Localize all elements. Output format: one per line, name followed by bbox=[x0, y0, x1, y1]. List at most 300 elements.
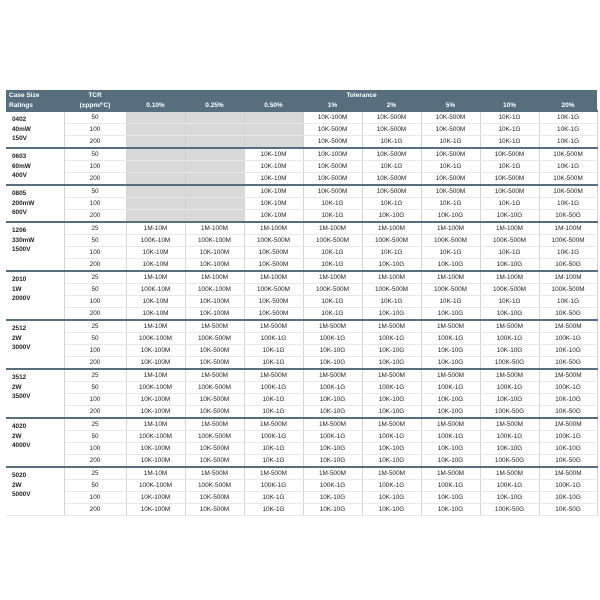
resistance-range-cell: 10K-500M bbox=[362, 148, 421, 161]
resistance-range-cell: 10K-10G bbox=[421, 259, 480, 272]
resistance-range-cell: 1M-10M bbox=[126, 467, 185, 480]
resistance-range-cell: 10K-10G bbox=[303, 492, 362, 504]
tcr-cell: 50 bbox=[64, 235, 126, 247]
case-rating-line: 1500V bbox=[12, 246, 31, 253]
resistance-range-cell: 10K-500M bbox=[539, 185, 597, 198]
resistance-range-cell: 10K-10M bbox=[126, 308, 185, 321]
resistance-range-cell: 10K-50G bbox=[539, 259, 597, 272]
resistance-range-cell: 10K-10G bbox=[303, 345, 362, 357]
tcr-cell: 100 bbox=[64, 124, 126, 136]
resistance-range-cell: 1M-500M bbox=[303, 320, 362, 333]
resistance-range-cell: 1M-100M bbox=[362, 222, 421, 235]
table-row bbox=[6, 136, 597, 149]
table-row bbox=[6, 455, 597, 468]
resistance-range-cell: 1M-500M bbox=[421, 320, 480, 333]
resistance-range-cell: 100K-1G bbox=[244, 382, 303, 394]
resistance-range-cell: 100K-1G bbox=[480, 333, 539, 345]
tolerance-column-header: 0.10% bbox=[126, 100, 185, 111]
unavailable-cell bbox=[126, 210, 185, 223]
resistance-range-cell: 100K-1G bbox=[480, 431, 539, 443]
case-rating-line: 2000V bbox=[12, 295, 31, 302]
table-row bbox=[6, 492, 597, 504]
resistance-range-cell: 100K-1G bbox=[421, 431, 480, 443]
resistance-range-cell: 10K-50G bbox=[539, 210, 597, 223]
table-row bbox=[6, 369, 597, 382]
case-rating-line: 200mW bbox=[12, 199, 35, 207]
resistance-range-cell: 10K-10G bbox=[480, 259, 539, 272]
resistance-range-cell: 10K-500M bbox=[303, 185, 362, 198]
resistance-range-cell: 100K-1G bbox=[303, 382, 362, 394]
resistance-range-cell: 1M-500M bbox=[539, 418, 597, 431]
resistance-range-cell: 10K-1G bbox=[480, 136, 539, 149]
resistance-range-cell: 1M-500M bbox=[480, 320, 539, 333]
case-rating-line: 400V bbox=[12, 172, 27, 179]
table-row bbox=[6, 271, 597, 284]
resistance-range-cell: 10K-500M bbox=[303, 136, 362, 149]
resistance-range-cell: 10K-10G bbox=[303, 357, 362, 370]
resistance-range-cell: 10K-100M bbox=[185, 308, 244, 321]
resistance-range-cell: 1M-10M bbox=[126, 320, 185, 333]
unavailable-cell bbox=[185, 161, 244, 173]
resistance-range-cell: 10K-500M bbox=[362, 173, 421, 186]
resistance-range-cell: 10K-1G bbox=[539, 136, 597, 149]
resistance-range-cell: 10K-1G bbox=[480, 247, 539, 259]
table-row bbox=[6, 222, 597, 235]
resistance-range-cell: 10K-500M bbox=[185, 455, 244, 468]
resistance-range-cell: 100K-1G bbox=[362, 382, 421, 394]
resistance-range-cell: 1M-500M bbox=[480, 369, 539, 382]
resistance-range-cell: 1M-100M bbox=[480, 271, 539, 284]
tcr-cell: 200 bbox=[64, 504, 126, 516]
tcr-cell: 25 bbox=[64, 467, 126, 480]
resistance-range-cell: 1M-500M bbox=[421, 418, 480, 431]
table-row bbox=[6, 161, 597, 173]
tcr-cell: 25 bbox=[64, 222, 126, 235]
resistance-range-cell: 100K-1G bbox=[539, 480, 597, 492]
resistance-range-cell: 100K-10M bbox=[126, 235, 185, 247]
resistance-range-cell: 10K-1G bbox=[539, 296, 597, 308]
resistance-range-cell: 10K-50G bbox=[539, 504, 597, 516]
resistance-range-cell: 10K-10G bbox=[480, 394, 539, 406]
resistance-range-cell: 10K-10M bbox=[244, 161, 303, 173]
tcr-cell: 100 bbox=[64, 345, 126, 357]
resistance-range-cell: 10K-1G bbox=[362, 247, 421, 259]
case-rating-line: 1W bbox=[12, 285, 22, 293]
resistance-range-cell: 100K-1G bbox=[421, 480, 480, 492]
resistance-range-cell: 10K-1G bbox=[421, 198, 480, 210]
resistance-range-cell: 10K-10M bbox=[244, 148, 303, 161]
resistance-range-cell: 10K-500M bbox=[480, 173, 539, 186]
case-size-code: 2512 bbox=[12, 325, 27, 332]
resistance-range-cell: 10K-100M bbox=[126, 455, 185, 468]
resistance-range-cell: 100K-50G bbox=[480, 455, 539, 468]
resistor-spec-table-container bbox=[6, 90, 597, 516]
table-row bbox=[6, 185, 597, 198]
resistance-range-cell: 10K-50G bbox=[539, 308, 597, 321]
resistance-range-cell: 100K-100M bbox=[185, 284, 244, 296]
resistance-range-cell: 10K-100M bbox=[185, 296, 244, 308]
table-row bbox=[6, 480, 597, 492]
table-row bbox=[6, 345, 597, 357]
tcr-cell: 50 bbox=[64, 382, 126, 394]
tcr-header: TCR bbox=[64, 90, 126, 100]
resistance-range-cell: 1M-100M bbox=[185, 222, 244, 235]
resistance-range-cell: 100K-1G bbox=[303, 480, 362, 492]
table-row bbox=[6, 173, 597, 186]
resistance-range-cell: 10K-500M bbox=[244, 308, 303, 321]
resistance-range-cell: 100K-1G bbox=[362, 480, 421, 492]
resistance-range-cell: 10K-10G bbox=[480, 492, 539, 504]
resistance-range-cell: 1M-100M bbox=[185, 271, 244, 284]
unavailable-cell bbox=[185, 210, 244, 223]
resistance-range-cell: 10K-1G bbox=[244, 357, 303, 370]
resistance-range-cell: 100K-1G bbox=[244, 333, 303, 345]
resistance-range-cell: 100K-500M bbox=[480, 284, 539, 296]
table-row bbox=[6, 124, 597, 136]
resistance-range-cell: 10K-100M bbox=[126, 504, 185, 516]
resistance-range-cell: 10K-10G bbox=[303, 406, 362, 419]
case-rating-line: 2W bbox=[12, 481, 22, 489]
resistance-range-cell: 10K-100M bbox=[126, 345, 185, 357]
tcr-cell: 100 bbox=[64, 198, 126, 210]
resistance-range-cell: 10K-1G bbox=[362, 136, 421, 149]
resistance-range-cell: 10K-1G bbox=[303, 259, 362, 272]
resistance-range-cell: 1M-100M bbox=[244, 222, 303, 235]
resistance-range-cell: 10K-500M bbox=[362, 185, 421, 198]
resistance-range-cell: 10K-500M bbox=[185, 357, 244, 370]
tcr-cell: 200 bbox=[64, 210, 126, 223]
table-row bbox=[6, 431, 597, 443]
resistance-range-cell: 10K-100M bbox=[126, 406, 185, 419]
resistance-range-cell: 10K-10M bbox=[244, 185, 303, 198]
case-rating-line: 3000V bbox=[12, 344, 31, 351]
resistance-range-cell: 10K-10G bbox=[421, 504, 480, 516]
resistance-range-cell: 100K-1G bbox=[421, 382, 480, 394]
resistance-range-cell: 100K-500M bbox=[185, 431, 244, 443]
resistance-range-cell: 100K-100M bbox=[126, 480, 185, 492]
tcr-cell: 50 bbox=[64, 431, 126, 443]
resistance-range-cell: 10K-500M bbox=[303, 124, 362, 136]
case-size-code: 3512 bbox=[12, 374, 27, 381]
table-row bbox=[6, 235, 597, 247]
case-rating-line: 330mW bbox=[12, 236, 35, 244]
case-size-code: 0805 bbox=[12, 190, 27, 197]
tolerance-column-header: 10% bbox=[480, 100, 539, 111]
unavailable-cell bbox=[244, 136, 303, 149]
resistance-range-cell: 100K-1G bbox=[244, 431, 303, 443]
resistance-range-cell: 10K-500M bbox=[421, 173, 480, 186]
table-row bbox=[6, 406, 597, 419]
resistance-range-cell: 10K-500M bbox=[421, 148, 480, 161]
resistance-range-cell: 1M-500M bbox=[421, 369, 480, 382]
resistance-range-cell: 1M-100M bbox=[421, 271, 480, 284]
resistance-range-cell: 100K-500M bbox=[185, 480, 244, 492]
resistance-range-cell: 10K-10M bbox=[126, 247, 185, 259]
resistance-range-cell: 1M-100M bbox=[421, 222, 480, 235]
resistance-range-cell: 10K-10G bbox=[421, 357, 480, 370]
tcr-cell: 25 bbox=[64, 320, 126, 333]
table-row bbox=[6, 284, 597, 296]
case-rating-line: 4000V bbox=[12, 442, 31, 449]
unavailable-cell bbox=[126, 111, 185, 124]
resistance-range-cell: 100K-500M bbox=[421, 235, 480, 247]
resistance-range-cell: 10K-10G bbox=[421, 394, 480, 406]
tcr-cell: 50 bbox=[64, 111, 126, 124]
case-size-cell bbox=[6, 222, 64, 271]
tolerance-header: Tolerance bbox=[126, 90, 597, 100]
tcr-cell: 50 bbox=[64, 284, 126, 296]
unavailable-cell bbox=[126, 124, 185, 136]
tolerance-column-header: 1% bbox=[303, 100, 362, 111]
resistance-range-cell: 10K-100M bbox=[303, 111, 362, 124]
resistance-range-cell: 10K-10G bbox=[421, 443, 480, 455]
case-size-code: 5020 bbox=[12, 472, 27, 479]
tolerance-column-header: 2% bbox=[362, 100, 421, 111]
resistance-range-cell: 10K-1G bbox=[480, 111, 539, 124]
resistance-range-cell: 10K-10G bbox=[539, 345, 597, 357]
resistance-range-cell: 10K-10G bbox=[539, 443, 597, 455]
resistance-range-cell: 1M-500M bbox=[185, 369, 244, 382]
resistance-range-cell: 10K-10G bbox=[421, 308, 480, 321]
resistance-range-cell: 10K-100M bbox=[185, 259, 244, 272]
tcr-cell: 200 bbox=[64, 308, 126, 321]
resistance-range-cell: 1M-500M bbox=[244, 467, 303, 480]
resistance-range-cell: 100K-1G bbox=[362, 431, 421, 443]
resistance-range-cell: 1M-500M bbox=[244, 418, 303, 431]
case-rating-line: 2W bbox=[12, 334, 22, 342]
resistance-range-cell: 10K-500M bbox=[185, 443, 244, 455]
resistance-range-cell: 100K-1G bbox=[539, 431, 597, 443]
resistance-range-cell: 10K-1G bbox=[539, 111, 597, 124]
resistance-range-cell: 100K-100M bbox=[126, 333, 185, 345]
resistance-range-cell: 10K-10G bbox=[303, 443, 362, 455]
resistance-range-cell: 10K-50G bbox=[539, 357, 597, 370]
resistance-range-cell: 10K-10G bbox=[303, 455, 362, 468]
resistance-range-cell: 10K-10G bbox=[362, 492, 421, 504]
resistance-range-cell: 10K-1G bbox=[303, 247, 362, 259]
resistance-range-cell: 1M-500M bbox=[362, 320, 421, 333]
tcr-cell: 100 bbox=[64, 443, 126, 455]
resistance-range-cell: 1M-500M bbox=[362, 467, 421, 480]
resistance-range-cell: 100K-500M bbox=[362, 235, 421, 247]
resistance-range-cell: 10K-1G bbox=[303, 308, 362, 321]
unavailable-cell bbox=[126, 173, 185, 186]
table-row bbox=[6, 418, 597, 431]
resistance-range-cell: 1M-10M bbox=[126, 222, 185, 235]
resistance-range-cell: 100K-1G bbox=[539, 382, 597, 394]
resistance-range-cell: 10K-10G bbox=[362, 308, 421, 321]
resistance-range-cell: 1M-10M bbox=[126, 418, 185, 431]
resistance-range-cell: 10K-500M bbox=[480, 148, 539, 161]
resistance-range-cell: 10K-500M bbox=[303, 161, 362, 173]
table-row bbox=[6, 394, 597, 406]
resistance-range-cell: 10K-500M bbox=[539, 148, 597, 161]
resistance-range-cell: 100K-50G bbox=[480, 406, 539, 419]
resistance-range-cell: 1M-500M bbox=[303, 467, 362, 480]
unavailable-cell bbox=[185, 124, 244, 136]
resistance-range-cell: 10K-10G bbox=[362, 357, 421, 370]
resistance-range-cell: 1M-100M bbox=[244, 271, 303, 284]
resistance-range-cell: 10K-1G bbox=[362, 161, 421, 173]
tcr-cell: 200 bbox=[64, 173, 126, 186]
resistance-range-cell: 10K-500M bbox=[185, 406, 244, 419]
resistance-range-cell: 10K-10G bbox=[421, 406, 480, 419]
resistance-range-cell: 1M-100M bbox=[539, 271, 597, 284]
tcr-cell: 50 bbox=[64, 185, 126, 198]
table-row bbox=[6, 111, 597, 124]
resistance-range-cell: 100K-500M bbox=[539, 284, 597, 296]
tcr-cell: 50 bbox=[64, 333, 126, 345]
resistance-range-cell: 100K-500M bbox=[421, 284, 480, 296]
case-rating-line: 60mW bbox=[12, 162, 31, 170]
resistance-range-cell: 1M-500M bbox=[303, 369, 362, 382]
unavailable-cell bbox=[126, 161, 185, 173]
case-rating-line: 40mW bbox=[12, 125, 31, 133]
resistance-range-cell: 10K-10G bbox=[362, 394, 421, 406]
unavailable-cell bbox=[126, 148, 185, 161]
tcr-cell: 25 bbox=[64, 271, 126, 284]
unavailable-cell bbox=[126, 136, 185, 149]
table-row bbox=[6, 504, 597, 516]
resistance-range-cell: 10K-1G bbox=[244, 455, 303, 468]
resistance-range-cell: 100K-500M bbox=[244, 284, 303, 296]
resistance-range-cell: 10K-500M bbox=[480, 185, 539, 198]
resistance-range-cell: 10K-10G bbox=[421, 210, 480, 223]
tolerance-column-header: 5% bbox=[421, 100, 480, 111]
resistance-range-cell: 100K-500M bbox=[362, 284, 421, 296]
resistance-range-cell: 100K-1G bbox=[480, 480, 539, 492]
resistance-range-cell: 10K-1G bbox=[539, 161, 597, 173]
case-rating-line: 5000V bbox=[12, 491, 31, 498]
resistance-range-cell: 10K-1G bbox=[303, 296, 362, 308]
resistance-range-cell: 10K-10M bbox=[126, 296, 185, 308]
resistance-range-cell: 10K-10G bbox=[480, 443, 539, 455]
resistance-range-cell: 10K-500M bbox=[539, 173, 597, 186]
resistance-range-cell: 10K-1G bbox=[421, 247, 480, 259]
case-size-cell bbox=[6, 148, 64, 185]
resistance-range-cell: 100K-500M bbox=[539, 235, 597, 247]
unavailable-cell bbox=[185, 111, 244, 124]
table-body bbox=[6, 111, 597, 516]
resistance-range-cell: 10K-1G bbox=[244, 443, 303, 455]
case-size-code: 1206 bbox=[12, 227, 27, 234]
tolerance-column-header: 0.50% bbox=[244, 100, 303, 111]
case-rating-line: 2W bbox=[12, 432, 22, 440]
case-size-cell bbox=[6, 467, 64, 516]
unavailable-cell bbox=[185, 173, 244, 186]
case-rating-line: 600V bbox=[12, 209, 27, 216]
table-row bbox=[6, 198, 597, 210]
resistance-range-cell: 10K-500M bbox=[185, 394, 244, 406]
case-size-header: Case Size bbox=[6, 90, 64, 100]
resistance-range-cell: 100K-500M bbox=[480, 235, 539, 247]
unavailable-cell bbox=[126, 185, 185, 198]
resistance-range-cell: 10K-1G bbox=[480, 161, 539, 173]
resistance-range-cell: 100K-50G bbox=[480, 357, 539, 370]
resistance-range-cell: 1M-500M bbox=[303, 418, 362, 431]
case-size-cell bbox=[6, 320, 64, 369]
tcr-cell: 100 bbox=[64, 161, 126, 173]
resistance-range-cell: 100K-10M bbox=[126, 284, 185, 296]
resistance-range-cell: 10K-500M bbox=[421, 185, 480, 198]
resistance-range-cell: 10K-10M bbox=[244, 210, 303, 223]
resistance-range-cell: 100K-100M bbox=[126, 382, 185, 394]
table-row bbox=[6, 320, 597, 333]
resistance-range-cell: 100K-500M bbox=[185, 333, 244, 345]
tolerance-column-header: 0.25% bbox=[185, 100, 244, 111]
tcr-cell: 25 bbox=[64, 369, 126, 382]
resistance-range-cell: 10K-10G bbox=[421, 345, 480, 357]
resistance-range-cell: 10K-1G bbox=[362, 198, 421, 210]
resistance-range-cell: 10K-500M bbox=[303, 173, 362, 186]
case-size-cell bbox=[6, 418, 64, 467]
table-row bbox=[6, 382, 597, 394]
resistance-range-cell: 10K-1G bbox=[421, 136, 480, 149]
case-rating-line: 150V bbox=[12, 135, 27, 142]
tcr-cell: 200 bbox=[64, 406, 126, 419]
table-row bbox=[6, 443, 597, 455]
resistance-range-cell: 10K-100M bbox=[126, 394, 185, 406]
resistance-range-cell: 10K-10G bbox=[303, 504, 362, 516]
resistance-range-cell: 10K-10M bbox=[126, 259, 185, 272]
resistance-range-cell: 1M-500M bbox=[185, 467, 244, 480]
tcr-cell: 100 bbox=[64, 247, 126, 259]
resistance-range-cell: 10K-1G bbox=[244, 345, 303, 357]
resistance-range-cell: 10K-100M bbox=[126, 357, 185, 370]
resistance-range-cell: 10K-1G bbox=[244, 406, 303, 419]
unavailable-cell bbox=[185, 198, 244, 210]
table-row bbox=[6, 148, 597, 161]
tcr-cell: 100 bbox=[64, 296, 126, 308]
resistance-range-cell: 10K-50G bbox=[539, 455, 597, 468]
table-row bbox=[6, 333, 597, 345]
case-size-cell bbox=[6, 111, 64, 148]
case-size-code: 0603 bbox=[12, 153, 27, 160]
tcr-cell: 200 bbox=[64, 455, 126, 468]
resistance-range-cell: 10K-10G bbox=[362, 345, 421, 357]
resistance-range-cell: 1M-10M bbox=[126, 271, 185, 284]
resistance-range-cell: 10K-500M bbox=[362, 124, 421, 136]
case-size-code: 2010 bbox=[12, 276, 27, 283]
resistance-range-cell: 10K-1G bbox=[421, 161, 480, 173]
resistance-range-cell: 100K-1G bbox=[303, 431, 362, 443]
resistance-range-cell: 10K-1G bbox=[421, 296, 480, 308]
resistance-range-cell: 10K-1G bbox=[244, 394, 303, 406]
resistance-range-cell: 10K-10M bbox=[244, 198, 303, 210]
resistance-range-cell: 10K-500M bbox=[421, 111, 480, 124]
resistance-range-cell: 10K-10G bbox=[362, 259, 421, 272]
resistance-range-cell: 1M-500M bbox=[185, 320, 244, 333]
resistance-range-cell: 10K-500M bbox=[362, 111, 421, 124]
table-row bbox=[6, 259, 597, 272]
tcr-cell: 200 bbox=[64, 136, 126, 149]
resistance-range-cell: 1M-500M bbox=[480, 418, 539, 431]
case-rating-line: 2W bbox=[12, 383, 22, 391]
resistance-range-cell: 100K-1G bbox=[244, 480, 303, 492]
resistance-range-cell: 10K-10G bbox=[421, 455, 480, 468]
resistance-range-cell: 100K-1G bbox=[480, 382, 539, 394]
resistance-range-cell: 10K-10G bbox=[539, 394, 597, 406]
resistor-spec-table bbox=[6, 90, 598, 516]
resistance-range-cell: 1M-100M bbox=[362, 271, 421, 284]
resistance-range-cell: 1M-100M bbox=[539, 222, 597, 235]
resistance-range-cell: 10K-10G bbox=[421, 492, 480, 504]
resistance-range-cell: 100K-1G bbox=[362, 333, 421, 345]
resistance-range-cell: 10K-10G bbox=[362, 210, 421, 223]
resistance-range-cell: 10K-10G bbox=[303, 394, 362, 406]
table-row bbox=[6, 357, 597, 370]
tcr-cell: 50 bbox=[64, 480, 126, 492]
